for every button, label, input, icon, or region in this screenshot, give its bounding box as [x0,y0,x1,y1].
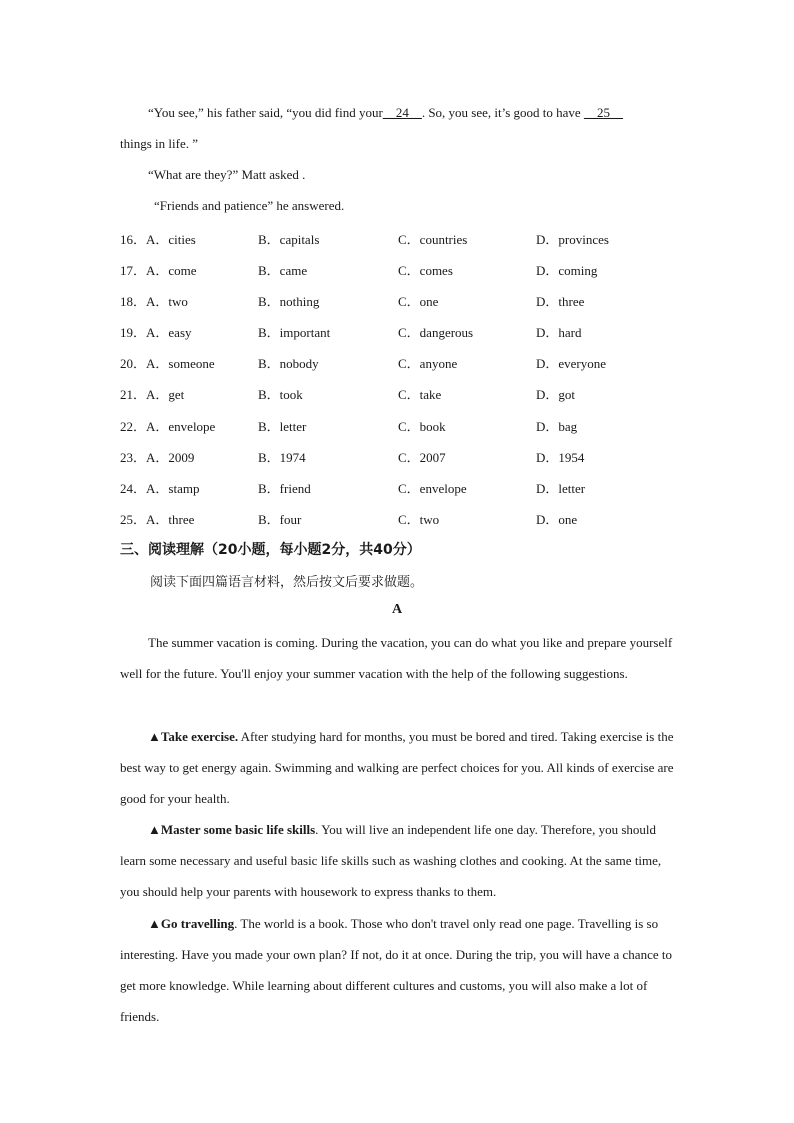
option-c: C．one [398,294,439,309]
question-number: 25． [120,512,147,527]
passage-tip-1 [120,721,680,814]
option-a [120,478,199,497]
dialogue-line: “Friends and patience” he answered. [154,198,345,213]
tip-title: ▲Take exercise. [148,729,239,744]
option-c: C．two [398,512,440,527]
tip-body: After studying hard for months, you must be bored and tired. Taking exercise is the best way to get energy again. Swimming and walking are perfect choices for you. All kinds of exercise are good for your health. [120,729,674,806]
question-number: 24． [120,481,147,496]
option-b: B．1974 [258,450,306,465]
passage-letter: A [391,602,403,617]
passage-intro: The summer vacation is coming. During the vacation, you can do what you like and prepare yourself well for the future. You'll enjoy your summer vacation with the help of the following suggestions. [120,635,673,681]
option-row [120,447,680,467]
option-d: D．1954 [536,450,585,465]
option-a [120,447,194,466]
passage-tip-3 [120,908,680,1032]
option-a [120,416,215,435]
option-b: B．letter [258,419,307,434]
option-row [120,353,680,373]
option-a [120,384,184,403]
option-d: D．provinces [536,232,609,247]
option-row [120,509,680,529]
blank-25: __25__ [583,105,623,120]
option-b: B．capitals [258,232,320,247]
option-d: D．got [536,387,576,402]
dialogue-line: “What are they?” Matt asked . [148,167,306,182]
passage-tip-2 [120,814,680,907]
option-c: C．anyone [398,356,458,371]
option-d: D．one [536,512,578,527]
option-a [120,229,196,248]
option-row [120,322,680,342]
tip-body: . You will live an independent life one day. Therefore, you should learn some necessary and useful basic life skills such as washing clothes and cooking. At the same time, you should help your parents with housework to express thanks to them. [120,822,662,899]
option-a-text: A．envelope [146,419,216,434]
option-c: C．take [398,387,442,402]
option-a-text: A．two [146,294,188,309]
option-a-text: A．stamp [146,481,200,496]
option-a [120,353,215,372]
option-b: B．came [258,263,308,278]
option-a-text: A．easy [146,325,192,340]
option-b: B．important [258,325,331,340]
option-a [120,509,194,528]
option-b: B．took [258,387,303,402]
option-d: D．letter [536,481,586,496]
question-number: 23． [120,450,147,465]
cloze-text: . So, you see, it’s good to have [421,105,584,120]
option-a [120,260,197,279]
option-c: C．envelope [398,481,467,496]
question-number: 19． [120,325,147,340]
cloze-text: “You see,” his father said, “you did find your [148,105,383,120]
blank-24: __24__ [382,105,422,120]
option-row [120,384,680,404]
question-number: 20． [120,356,147,371]
option-c: C．book [398,419,446,434]
option-b: B．four [258,512,302,527]
option-a [120,322,192,341]
option-c: C．2007 [398,450,446,465]
option-c: C．dangerous [398,325,474,340]
tip-body: . The world is a book. Those who don't travel only read one page. Travelling is so interesting. Have you made your own plan? If not, do it at once. During the trip, you will have a chance to get more knowledge. While learning about different cultures and customs, you will also make a lot of friends. [120,916,672,1024]
option-row [120,260,680,280]
cloze-text: things in life. ” [120,136,198,151]
option-row [120,416,680,436]
question-number: 22． [120,419,147,434]
option-b: B．nobody [258,356,319,371]
question-number: 18． [120,294,147,309]
option-b: B．nothing [258,294,320,309]
option-a-text: A．come [146,263,197,278]
question-number: 21． [120,387,147,402]
option-c: C．countries [398,232,468,247]
option-d: D．three [536,294,585,309]
option-a-text: A．three [146,512,195,527]
option-d: D．everyone [536,356,607,371]
question-number: 17． [120,263,147,278]
question-number: 16． [120,232,147,247]
option-d: D．hard [536,325,582,340]
option-row [120,229,680,249]
option-b: B．friend [258,481,311,496]
option-c: C．comes [398,263,453,278]
option-a [120,291,188,310]
option-a-text: A．2009 [146,450,195,465]
tip-title: ▲Go travelling [148,916,235,931]
option-a-text: A．get [146,387,185,402]
section-title: 三、阅读理解（20小题，每小题2分，共40分） [120,542,421,558]
option-a-text: A．cities [146,232,196,247]
option-row [120,478,680,498]
cloze-paragraph-end [120,97,680,159]
option-d: D．coming [536,263,598,278]
option-row [120,291,680,311]
option-a-text: A．someone [146,356,215,371]
tip-title: ▲Master some basic life skills [148,822,316,837]
section-instruction: 阅读下面四篇语言材料，然后按文后要求做题。 [150,575,424,590]
option-d: D．bag [536,419,578,434]
